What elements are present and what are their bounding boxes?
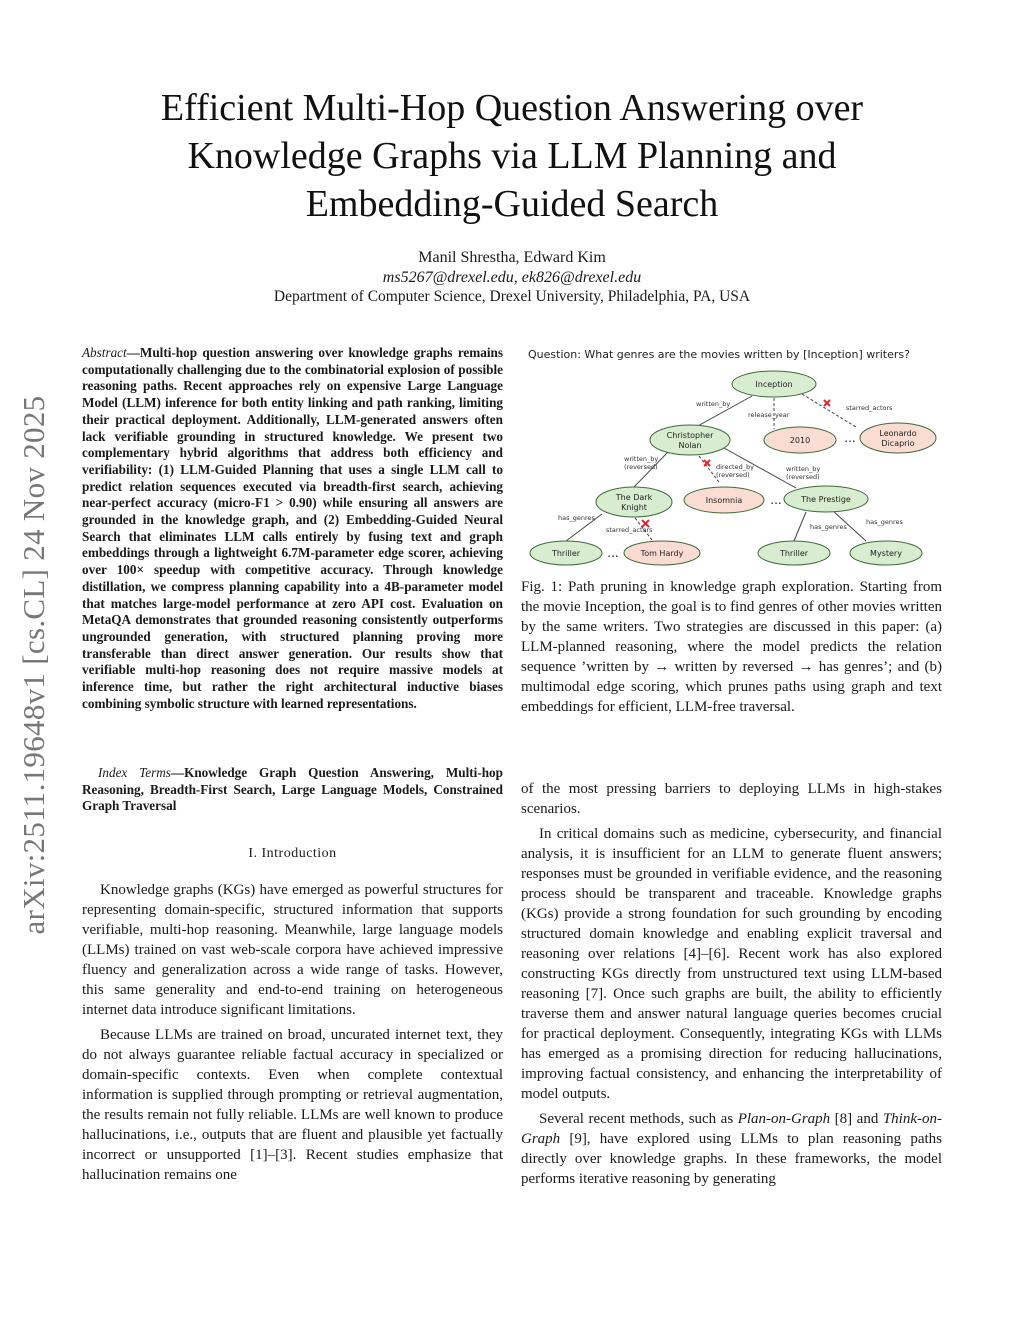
node-label-prestige: The Prestige — [801, 495, 851, 504]
plan-on-graph: Plan-on-Graph — [737, 1111, 831, 1127]
label-starred-actors-2: starred_actors — [606, 526, 653, 534]
node-dicaprio — [860, 423, 936, 453]
label-release-year: release_year — [748, 411, 790, 419]
intro-paragraph: Knowledge graphs (KGs) have emerged as powerful structures for representing domain-specific, structured information that supports verifiable, multi-hop reasoning. Meanwhile, large language models (LLMs) trained on vast web-scale corpora have achieved impressive fluency and generalization across a wide range of tasks. However, this same generality and end-to-end training on heterogeneous internet data introduce significant limitations. — [82, 882, 503, 1018]
node-label-dicaprio-1: Leonardo — [879, 429, 917, 438]
intro-paragraph: Because LLMs are trained on broad, uncurated internet text, they do not always guarantee reliable factual accuracy in specialized or domain-specific contexts. Even when complete contextual information is supplied through prompting or retrieval augmentation, the results remain not fully reliable. LLMs are well known to produce hallucinations, i.e., outputs that are fluent and plausible yet factually incorrect or unsupported [1]–[3]. Recent studies emphasize that hallucination remains one — [82, 1027, 503, 1183]
last-para-mid: [8] and — [830, 1111, 883, 1127]
node-label-tom-hardy: Tom Hardy — [640, 549, 684, 558]
intro-text — [82, 880, 503, 1185]
node-label-nolan-1: Christopher — [666, 431, 714, 440]
index-terms-lead: Index Terms — [98, 765, 171, 780]
node-dark-knight — [596, 487, 672, 517]
think-on-graph: Think-on-Graph — [521, 1111, 943, 1147]
abstract-text: —Multi-hop question answering over knowledge graphs remains computationally challenging due to the combinatorial explosion of possible reasoning paths. Recent approaches rely on expensive Large Language Model (LLM) inference for both entity linking and path ranking, limiting their practical deployment. Additionally, LLM-generated answers often lack verifiable grounding in structured knowledge. We present two complementary hybrid algorithms that address both efficiency and verifiability: (1) LLM-Guided Planning that uses a single LLM call to predict relation sequences executed via breadth-first search, achieving near-perfect accuracy (micro-F1 > 0.90) while ensuring all answers are grounded in the knowledge graph, and (2) Embedding-Guided Neural Search that eliminates LLM calls entirely by fusing text and graph embeddings through a lightweight 6.7M-parameter edge scorer, achieving over 100× speedup with competitive accuracy. Through knowledge distillation, we compress planning capability into a 4B-parameter model that matches large-model performance at zero API cost. Evaluation on MetaQA demonstrates that grounded reasoning consistently outperforms ungrounded generation, with structured planning proving more transferable than direct answer generation. Our results show that verifiable multi-hop reasoning does not require massive models at inference time, but rather the right architectural inductive biases combining symbolic structure with learned representations. — [82, 345, 503, 711]
node-label-thriller-1: Thriller — [551, 549, 581, 558]
ellipsis-2: ... — [770, 493, 782, 507]
node-label-inception: Inception — [755, 380, 793, 389]
figure-question: Question: What genres are the movies written by [Inception] writers? — [528, 348, 910, 361]
right-paragraph: In critical domains such as medicine, cybersecurity, and financial analysis, it is insufficient for an LLM to generate fluent answers; responses must be grounded in verifiable evidence, and the reasoning process should be transparent and traceable. Knowledge graphs (KGs) provide a strong foundation for such grounding by encoding structured domain knowledge and enabling explicit traversal and reasoning over relations [4]–[6]. Recent work has also explored constructing KGs directly from unstructured text using LLM-based reasoning [7]. Once such graphs are built, the ability to efficiently traverse them and answer natural language queries becomes crucial for practical deployment. Consequently, integrating KGs with LLMs has emerged as a promising direction for reducing hallucinations, improving factual consistency, and enhancing the interpretability of model outputs. — [521, 826, 942, 1102]
figure-knowledge-graph — [524, 344, 944, 574]
figure-caption: Fig. 1: Path pruning in knowledge graph exploration. Starting from the movie Inception, the goal is to find genres of other movies written by the same writers. Two strategies are discussed in this paper: (a) LLM-planned reasoning, where the model predicts the relation sequence ’written by → written by reversed → has genres’; and (b) multimodal edge scoring, which prunes paths using graph and text embeddings for efficient, LLM-free traversal. — [521, 579, 942, 715]
node-label-dark-knight-1: The Dark — [615, 493, 653, 502]
node-label-thriller-2: Thriller — [779, 549, 809, 558]
arxiv-side-label: arXiv:2511.19648v1 [cs.CL] 24 Nov 2025 — [16, 395, 51, 935]
node-nolan — [650, 425, 730, 455]
node-label-nolan-2: Nolan — [678, 441, 702, 450]
index-terms-text: —Knowledge Graph Question Answering, Multi-hop Reasoning, Breadth-First Search, Large Language Models, Constrained Graph Traversal — [82, 765, 503, 814]
label-directed-by-rev-a: directed_by — [716, 463, 754, 471]
abstract-lead: Abstract — [82, 345, 127, 360]
node-label-dark-knight-2: Knight — [621, 503, 647, 512]
label-written-by-rev-2b: (reversed) — [786, 473, 820, 481]
abstract — [82, 345, 503, 712]
index-terms — [82, 765, 503, 815]
affiliation: Department of Computer Science, Drexel University, Philadelphia, PA, USA — [273, 288, 751, 305]
label-written-by-rev-1b: (reversed) — [624, 463, 658, 471]
right-paragraph: of the most pressing barriers to deploying LLMs in high-stakes scenarios. — [521, 781, 942, 817]
label-has-genres-1: has_genres — [558, 514, 595, 522]
node-label-year: 2010 — [789, 436, 811, 445]
last-para-post: [9], have explored using LLMs to plan reasoning paths directly over knowledge graphs. In these frameworks, the model performs iterative reasoning by generating — [521, 1131, 942, 1187]
ellipsis-3: ... — [607, 546, 619, 560]
label-starred-actors: starred_actors — [846, 404, 893, 412]
label-written-by: written_by — [696, 400, 731, 408]
label-has-genres-2: has_genres — [866, 518, 903, 526]
ellipsis-1: ... — [844, 431, 856, 445]
right-paragraph-last — [521, 1109, 942, 1189]
last-para-pre: Several recent methods, such as — [539, 1111, 738, 1127]
label-written-by-rev-2a: written_by — [786, 465, 821, 473]
label-written-by-rev-1a: written_by — [624, 455, 659, 463]
node-label-mystery: Mystery — [870, 549, 902, 558]
authors: Manil Shrestha, Edward Kim — [418, 249, 606, 266]
paper-title: Efficient Multi-Hop Question Answering over Knowledge Graphs via LLM Planning and Embedding-Guided Search — [160, 87, 864, 225]
edge-has-genres-2 — [794, 512, 806, 541]
label-directed-by-rev-b: (reversed) — [716, 471, 750, 479]
section-heading: I. Introduction — [248, 846, 337, 861]
label-has-genres-3: has_genres — [810, 523, 847, 531]
author-emails: ms5267@drexel.edu, ek826@drexel.edu — [382, 269, 642, 286]
node-label-insomnia: Insomnia — [705, 496, 743, 505]
kg-diagram — [524, 344, 944, 574]
node-label-dicaprio-2: Dicaprio — [881, 439, 915, 448]
right-column-text — [521, 779, 942, 1189]
